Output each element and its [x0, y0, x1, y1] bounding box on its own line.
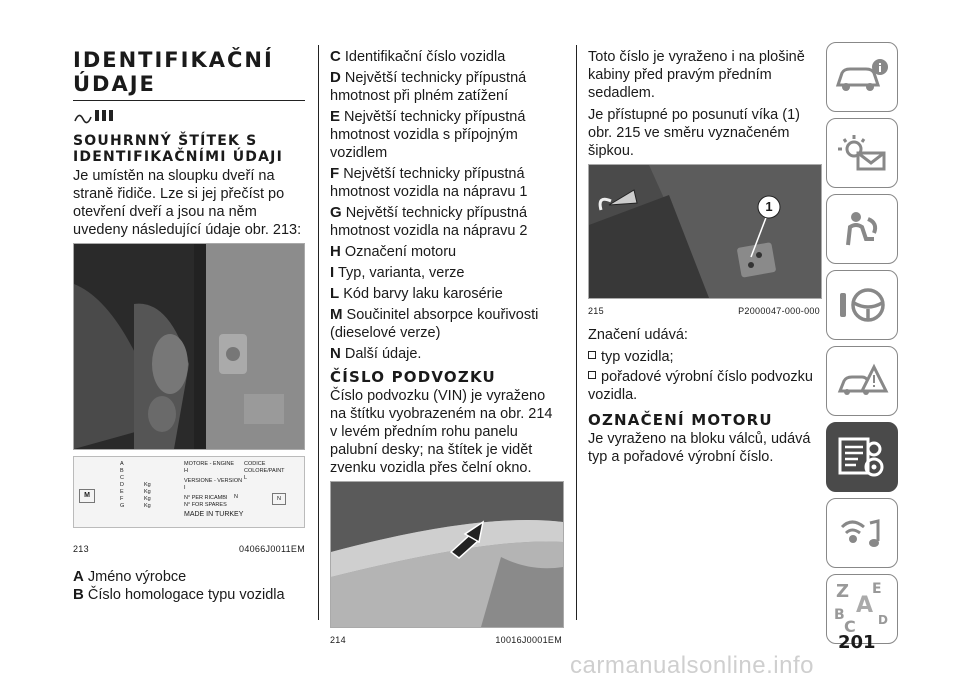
label-kg-g: Kg: [144, 503, 151, 509]
marking-intro: Značení udává:: [588, 327, 688, 343]
legend-letter: B: [73, 586, 84, 603]
tab-multimedia[interactable]: [826, 498, 898, 568]
list-item-text: pořadové výrobní číslo podvozku vozidla.: [588, 369, 813, 403]
label-engine: MOTORE - ENGINE: [184, 461, 235, 467]
label-m-box: M: [79, 489, 95, 503]
label-letter-c: C: [120, 475, 124, 481]
label-letter-d: D: [120, 482, 124, 488]
marking-list: [588, 348, 820, 404]
legend-letter: A: [73, 568, 84, 585]
figure-number: 213: [73, 544, 89, 554]
list-item-text: typ vozidla;: [601, 349, 674, 365]
column-divider-1: [318, 45, 319, 620]
column-3: [588, 48, 820, 470]
list-item: [588, 348, 820, 366]
engine-paragraph: Je vyraženo na bloku válců, udává typ a pořadové výrobní číslo.: [588, 431, 811, 465]
legend-letter: H: [330, 243, 341, 260]
label-letter-g: G: [120, 503, 125, 509]
label-letters: [120, 461, 124, 510]
index-letter-e: E: [872, 581, 882, 597]
label-kg-e: Kg: [144, 489, 151, 495]
label-kg-f: Kg: [144, 496, 151, 502]
chassis-heading: ČÍSLO PODVOZKU: [330, 368, 496, 386]
legend-letter: N: [330, 345, 341, 362]
legend-item-i: [330, 264, 562, 282]
legend-list: [330, 48, 562, 363]
label-paint-code: CODICE COLORE/PAINT: [244, 461, 285, 474]
legend-text: Typ, varianta, verze: [337, 265, 465, 281]
legend-item-g: [330, 204, 562, 240]
figure-214-windscreen: [330, 481, 564, 628]
label-spares: N° FOR SPARES: [184, 502, 227, 508]
legend-text: Kód barvy laku karosérie: [343, 286, 503, 302]
legend-text: Identifikační číslo vozidla: [344, 49, 506, 65]
label-kg-d: Kg: [144, 482, 151, 488]
column-divider-2: [576, 45, 577, 620]
tab-warning-lights[interactable]: [826, 118, 898, 188]
legend-item-c: [330, 48, 562, 66]
legend-text: Další údaje.: [344, 346, 422, 362]
watermark: carmanualsonline.info: [570, 652, 814, 679]
label-paint-block: [244, 461, 304, 482]
figure-caption: [588, 302, 820, 320]
label-ricambi: N° PER RICAMBI: [184, 495, 228, 501]
legend-item-m: [330, 306, 562, 342]
label-version-value: I: [184, 485, 186, 491]
paragraph-1: Toto číslo je vyraženo i na plošině kabiny před pravým předním sedadlem.: [588, 49, 805, 101]
warning-lights-icon: [834, 133, 890, 173]
figure-code: P2000047-000-000: [738, 306, 820, 316]
index-icon: [832, 581, 892, 637]
legend-text: Jméno výrobce: [87, 569, 187, 585]
legend-letter: E: [330, 108, 341, 125]
safety-airbag-icon: [834, 209, 890, 249]
label-letter-f: F: [120, 496, 124, 502]
legend-item-a: [73, 568, 305, 586]
list-item: [588, 368, 820, 404]
legend-text: Číslo homologace typu vozidla: [87, 587, 285, 603]
figure-caption: [73, 540, 305, 558]
legend-text: Největší technicky přípustná hmotnost při plném zatížení: [330, 70, 527, 104]
label-made-in: MADE IN TURKEY: [184, 511, 244, 518]
intro-paragraph: Je umístěn na sloupku dveří na straně řidiče. Lze si jej přečíst po otevření dveří a jsou na něm uvedeny následující údaje obr. 213:: [73, 168, 302, 238]
figure-213-door-pillar: [73, 243, 305, 450]
tab-car-info[interactable]: [826, 42, 898, 112]
steering-wheel-icon: [834, 285, 890, 325]
legend-item-d: [330, 69, 562, 105]
label-engine-value: H: [184, 468, 188, 474]
legend-letter: C: [330, 48, 341, 65]
door-pillar-illustration: [74, 244, 304, 449]
legend-item-n: [330, 345, 562, 363]
tab-technical-data[interactable]: [826, 422, 898, 492]
legend-letter: I: [330, 264, 335, 281]
chassis-paragraph: Číslo podvozku (VIN) je vyraženo na štítku vyobrazeném na obr. 214 v levém předním rohu panelu palubní desky; na štítek je vidět zvenku vozidla přes čelní okno.: [330, 388, 553, 476]
label-paint-value: L: [244, 475, 248, 481]
identification-label-diagram: [73, 456, 305, 528]
figure-215-floor-cover: [588, 164, 822, 299]
subsection-heading: SOUHRNNÝ ŠTÍTEK S IDENTIFIKAČNÍMI ÚDAJI: [73, 133, 283, 165]
label-kg-column: [144, 482, 151, 510]
legend-letter: M: [330, 306, 343, 323]
legend-text: Největší technicky přípustná hmotnost vozidla na nápravu 1: [330, 166, 528, 200]
paragraph-2: Je přístupné po posunutí víka (1) obr. 215 ve směru vyznačeném šipkou.: [588, 107, 800, 159]
reading-icon: [73, 107, 305, 129]
callout-1: 1: [765, 199, 773, 214]
car-info-icon: [834, 57, 890, 97]
section-heading: IDENTIFIKAČNÍ ÚDAJE: [73, 48, 305, 101]
column-1: [73, 42, 305, 604]
chapter-sidebar: [826, 42, 898, 650]
engine-heading: OZNAČENÍ MOTORU: [588, 411, 773, 429]
index-letter-d: D: [878, 613, 888, 627]
legend-text: Největší technicky přípustná hmotnost vozidla na nápravu 2: [330, 205, 528, 239]
legend-letter: F: [330, 165, 340, 182]
legend-item-e: [330, 108, 562, 162]
multimedia-icon: [834, 513, 890, 553]
legend-text: Součinitel absorpce kouřivosti (dieselové verze): [330, 307, 539, 341]
emergency-icon: [834, 361, 890, 401]
label-n-box: N: [272, 493, 286, 505]
label-letter-b: B: [120, 468, 124, 474]
figure-number: 214: [330, 635, 346, 645]
figure-number: 215: [588, 306, 604, 316]
label-version: VERSIONE - VERSION: [184, 478, 243, 484]
figure-code: 10016J0001EM: [495, 635, 562, 645]
legend-item-f: [330, 165, 562, 201]
tab-emergency[interactable]: [826, 346, 898, 416]
legend-item-l: [330, 285, 562, 303]
tab-starting-driving[interactable]: [826, 270, 898, 340]
tab-safety[interactable]: [826, 194, 898, 264]
index-letter-a: A: [856, 593, 874, 618]
bullet-icon: [588, 371, 596, 379]
label-n-text: N: [234, 494, 238, 500]
label-letter-a: A: [120, 461, 124, 467]
figure-caption: [330, 631, 562, 649]
technical-data-icon: [834, 435, 890, 479]
legend-item-h: [330, 243, 562, 261]
index-letter-b: B: [834, 607, 845, 623]
legend-letter: D: [330, 69, 341, 86]
legend-text: Označení motoru: [344, 244, 457, 260]
label-right-block: [184, 461, 243, 518]
index-letter-z: Z: [836, 581, 850, 602]
page-number: 201: [838, 632, 876, 653]
column-2: [330, 48, 562, 655]
label-letter-e: E: [120, 489, 124, 495]
legend-text: Největší technicky přípustná hmotnost vozidla s přípojným vozidlem: [330, 109, 526, 161]
figure-code: 04066J0011EM: [239, 544, 305, 554]
index-letter-c: C: [844, 617, 856, 636]
bullet-icon: [588, 351, 596, 359]
floor-cover-illustration: [589, 165, 821, 298]
legend-item-b: [73, 586, 305, 604]
legend-letter: G: [330, 204, 342, 221]
windscreen-illustration: [331, 482, 563, 627]
legend-letter: L: [330, 285, 340, 302]
